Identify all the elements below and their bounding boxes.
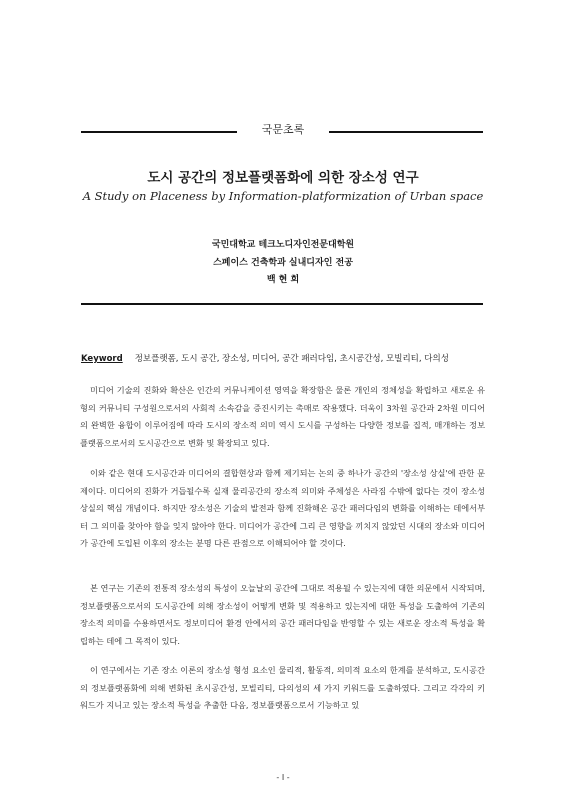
keyword-row bbox=[81, 352, 449, 364]
page-number: - I - bbox=[276, 773, 290, 782]
author-name: 백 현 희 bbox=[266, 275, 300, 285]
abstract-paragraph-3: 본 연구는 기존의 전통적 장소성의 특성이 오늘날의 공간에 그대로 적용될 수 있는지에 대한 의문에서 시작되며, 정보플랫폼으로서의 도시공간에 의해 장소성이 어떻게 변화 및 적용하고 있는지에 대한 특성을 도출하여 기존의 장소적 의미를 수용하면서도 정보미디어 환경 안에서의 공간 패러다임을 반영할 수 있는 새로운 장소적 특성을 확립하는 데에 그 목적이 있다. bbox=[80, 583, 485, 646]
keyword-list: 정보플랫폼, 도시 공간, 장소성, 미디어, 공간 패러다임, 초시공간성, 모빌리티, 다의성 bbox=[134, 354, 449, 364]
keyword-label: Keyword bbox=[81, 354, 123, 364]
abstract-paragraph-4: 이 연구에서는 기존 장소 이론의 장소성 형성 요소인 물리적, 활동적, 의미적 요소의 한계를 분석하고, 도시공간의 정보플랫폼화에 의해 변화된 초시공간성, 모빌리티, 다의성의 세 가지 키워드를 도출하였다. 그리고 각각의 키워드가 지니고 있는 장소적 특성을 추출한 다음, 정보플랫폼으로서 기능하고 있 bbox=[80, 665, 485, 710]
abstract-heading: 국문초록 bbox=[261, 123, 305, 136]
title-block-rule bbox=[81, 303, 483, 305]
author-affiliation-2: 스페이스 건축학과 실내디자인 전공 bbox=[213, 258, 353, 268]
author-affiliation-1: 국민대학교 테크노디자인전문대학원 bbox=[211, 240, 355, 250]
english-title: A Study on Placeness by Information-platformization of Urban space bbox=[82, 189, 484, 203]
abstract-paragraph-2: 이와 같은 현대 도시공간과 미디어의 결합현상과 함께 제기되는 논의 중 하나가 공간의 '장소성 상실'에 관한 문제이다. 미디어의 진화가 거듭될수록 실재 물리공간의 장소적 의미와 주체성은 사라짐 수밖에 없다는 것이 장소성 상실의 핵심 개념이다. 하지만 장소성은 기술의 발전과 함께 진화해온 공간 패러다임의 변화를 이해하는 데에서부터 그 의미를 찾아야 함을 잊지 않아야 한다. 미디어가 공간에 그리 큰 영향을 끼치지 않았던 시대의 장소와 미디어가 공간에 도입된 이후의 장소는 분명 다른 관점으로 이해되어야 할 것이다. bbox=[80, 468, 485, 548]
header-rule-right bbox=[329, 131, 483, 133]
abstract-paragraph-1: 미디어 기술의 진화와 확산은 인간의 커뮤니케이션 영역을 확장함은 물론 개인의 정체성을 확립하고 새로운 유형의 커뮤니티 구성원으로서의 사회적 소속감을 증진시키는 촉매로 작용했다. 더욱이 3차원 공간과 2차원 미디어의 완벽한 융합이 이루어짐에 따라 도시의 장소적 의미 역시 도시를 구성하는 다양한 정보를 집적, 매개하는 정보플랫폼으로서의 도시공간으로 변화 및 확장되고 있다. bbox=[80, 385, 485, 448]
korean-title: 도시 공간의 정보플랫폼화에 의한 장소성 연구 bbox=[147, 170, 419, 186]
